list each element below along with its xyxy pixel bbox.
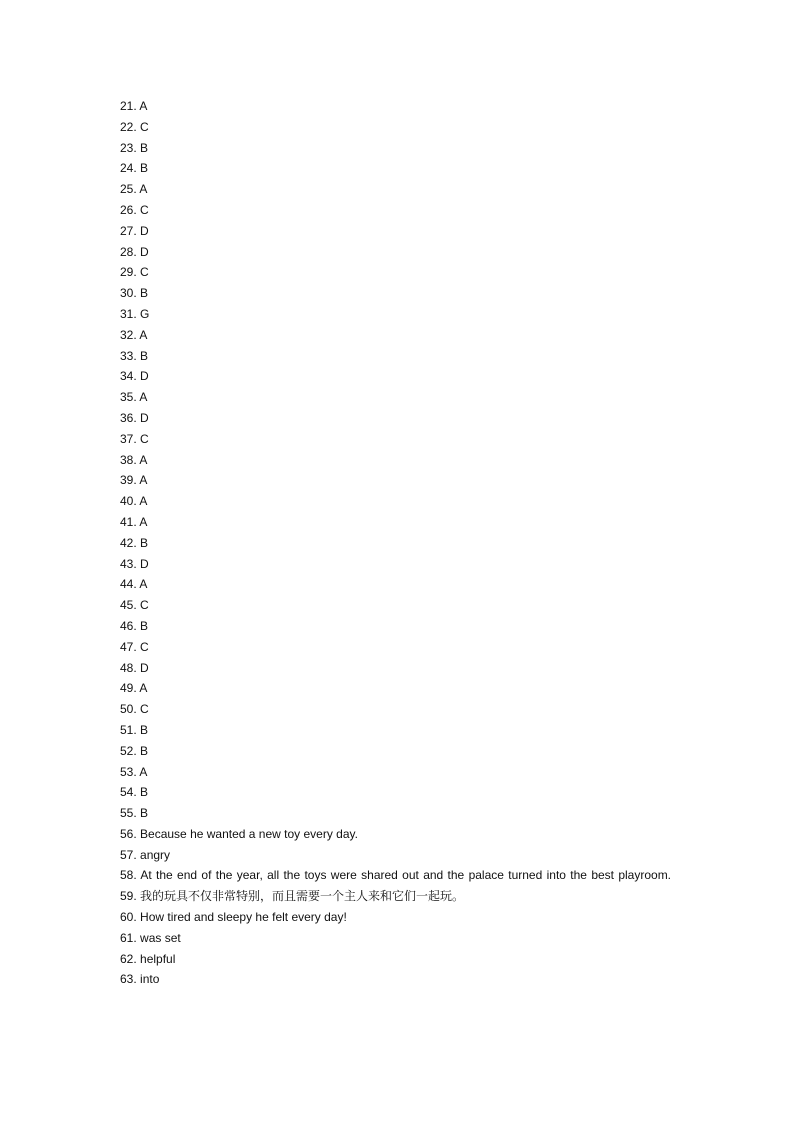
answer-number: 24. (120, 161, 137, 176)
answer-number: 37. (120, 431, 137, 446)
answer-number: 31. (120, 306, 137, 321)
answer-number: 62. (120, 951, 137, 966)
answer-item (120, 907, 676, 928)
answer-item (120, 450, 676, 471)
answer-item (120, 928, 676, 949)
answer-item (120, 949, 676, 970)
answer-text: A (139, 681, 148, 696)
answer-number: 38. (120, 452, 137, 467)
answer-item (120, 845, 676, 866)
answer-text: C (140, 202, 149, 217)
answer-text: A (139, 764, 148, 779)
answer-text: D (140, 223, 149, 238)
answer-item (120, 595, 676, 616)
answer-item (120, 782, 676, 803)
answer-number: 40. (120, 494, 137, 509)
answer-text: B (140, 286, 149, 301)
answer-item (120, 803, 676, 824)
answer-number: 41. (120, 514, 137, 529)
answer-text: A (139, 494, 148, 509)
answer-item (120, 408, 676, 429)
answer-text: B (140, 161, 149, 176)
answer-number: 32. (120, 327, 137, 342)
answer-text: A (139, 473, 148, 488)
answer-item (120, 699, 676, 720)
answer-number: 45. (120, 598, 137, 613)
answer-number: 58. (120, 868, 137, 883)
answer-number: 63. (120, 972, 137, 987)
answer-number: 30. (120, 286, 137, 301)
answer-item (120, 325, 676, 346)
answer-number: 51. (120, 722, 137, 737)
answer-item (120, 969, 676, 990)
answer-item (120, 262, 676, 283)
answer-number: 29. (120, 265, 137, 280)
answer-text: D (140, 410, 149, 425)
answer-number: 47. (120, 639, 137, 654)
answer-item (120, 720, 676, 741)
answer-text: A (139, 577, 148, 592)
answer-text: angry (140, 847, 171, 862)
answer-item (120, 429, 676, 450)
answer-number: 60. (120, 910, 137, 925)
answer-number: 28. (120, 244, 137, 259)
answer-text: C (140, 119, 149, 134)
answer-number: 33. (120, 348, 137, 363)
answer-item (120, 304, 676, 325)
answer-text: D (140, 556, 149, 571)
answer-text: B (140, 806, 149, 821)
answer-text: B (140, 618, 149, 633)
answer-item (120, 865, 676, 886)
answer-text: into (140, 972, 160, 987)
answer-item (120, 283, 676, 304)
answer-text: D (140, 244, 149, 259)
answer-number: 50. (120, 702, 137, 717)
answer-item (120, 533, 676, 554)
answer-item (120, 366, 676, 387)
answer-text: A (139, 514, 148, 529)
answer-number: 59. (120, 889, 137, 904)
answer-item (120, 117, 676, 138)
answer-item (120, 387, 676, 408)
answer-item (120, 242, 676, 263)
answer-number: 55. (120, 806, 137, 821)
answer-number: 22. (120, 119, 137, 134)
answer-text: B (140, 348, 149, 363)
answer-number: 44. (120, 577, 137, 592)
answer-number: 52. (120, 743, 137, 758)
answer-item (120, 470, 676, 491)
answer-text: D (140, 660, 149, 675)
answer-item (120, 554, 676, 575)
answer-item (120, 179, 676, 200)
answer-item (120, 574, 676, 595)
answer-text: C (140, 639, 149, 654)
answer-number: 61. (120, 930, 137, 945)
answer-text: B (140, 722, 149, 737)
answer-number: 53. (120, 764, 137, 779)
answer-text: A (139, 182, 148, 197)
answer-text: B (140, 743, 149, 758)
answer-item (120, 658, 676, 679)
answer-number: 26. (120, 202, 137, 217)
answer-key-list (120, 96, 676, 990)
answer-text: D (140, 369, 149, 384)
answer-item (120, 200, 676, 221)
answer-item (120, 637, 676, 658)
answer-item (120, 762, 676, 783)
answer-number: 46. (120, 618, 137, 633)
answer-number: 25. (120, 182, 137, 197)
answer-text: B (140, 785, 149, 800)
answer-number: 43. (120, 556, 137, 571)
answer-item (120, 616, 676, 637)
answer-text: Because he wanted a new toy every day. (140, 826, 358, 841)
answer-item (120, 741, 676, 762)
answer-item (120, 346, 676, 367)
answer-item (120, 491, 676, 512)
answer-text: A (139, 452, 148, 467)
answer-text: G (140, 306, 150, 321)
answer-text: C (140, 702, 149, 717)
answer-number: 21. (120, 99, 137, 113)
answer-number: 42. (120, 535, 137, 550)
answer-number: 57. (120, 847, 137, 862)
answer-text: was set (140, 930, 181, 945)
answer-text: A (139, 99, 148, 113)
answer-item (120, 158, 676, 179)
answer-number: 36. (120, 410, 137, 425)
answer-item (120, 138, 676, 159)
answer-item (120, 221, 676, 242)
answer-item (120, 512, 676, 533)
answer-item (120, 886, 676, 907)
answer-text: C (140, 265, 149, 280)
answer-text: A (139, 390, 148, 405)
answer-item (120, 824, 676, 845)
answer-text: 我的玩具不仅非常特别，而且需要一个主人来和它们一起玩。 (140, 889, 465, 904)
answer-item (120, 678, 676, 699)
answer-text: C (140, 598, 149, 613)
answer-text: C (140, 431, 149, 446)
answer-number: 48. (120, 660, 137, 675)
answer-text: At the end of the year, all the toys were shared out and the palace turned into the best playroom. (140, 868, 672, 883)
answer-number: 54. (120, 785, 137, 800)
answer-number: 49. (120, 681, 137, 696)
answer-number: 39. (120, 473, 137, 488)
answer-text: A (139, 327, 148, 342)
answer-number: 23. (120, 140, 137, 155)
answer-text: B (140, 535, 149, 550)
answer-number: 34. (120, 369, 137, 384)
answer-number: 56. (120, 826, 137, 841)
answer-number: 27. (120, 223, 137, 238)
answer-number: 35. (120, 390, 137, 405)
answer-text: helpful (140, 951, 176, 966)
answer-text: B (140, 140, 149, 155)
answer-item (120, 96, 676, 117)
answer-text: How tired and sleepy he felt every day! (140, 910, 347, 925)
